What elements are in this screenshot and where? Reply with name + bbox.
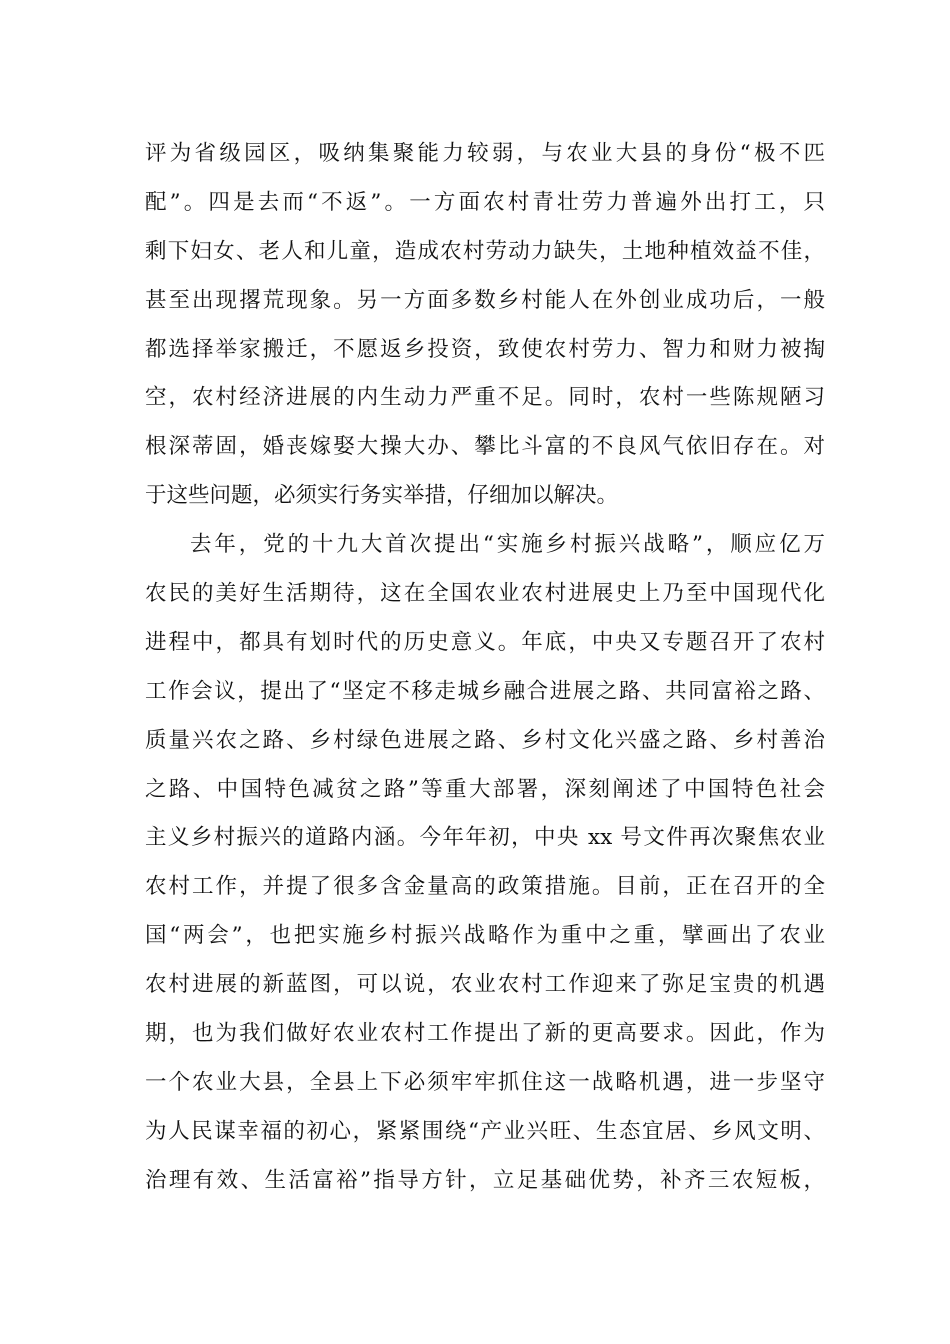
text-line: 期，也为我们做好农业农村工作提出了新的更高要求。因此，作为 [145,1021,825,1047]
text-line: 之路、中国特色减贫之路”等重大部署，深刻阐述了中国特色社会 [145,776,825,802]
text-line: 治理有效、生活富裕”指导方针，立足基础优势，补齐三农短板， [145,1167,825,1193]
text-line: 主义乡村振兴的道路内涵。今年年初，中央 xx 号文件再次聚焦农业 [145,825,825,851]
text-line: 质量兴农之路、乡村绿色进展之路、乡村文化兴盛之路、乡村善治 [145,727,825,753]
body-text [145,130,825,1206]
text-line: 国“两会”，也把实施乡村振兴战略作为重中之重，擘画出了农业 [145,923,825,949]
text-line: 评为省级园区，吸纳集聚能力较弱，与农业大县的身份“极不匹 [145,141,825,166]
text-line: 农村工作，并提了很多含金量高的政策措施。目前，正在召开的全 [145,874,825,900]
text-line: 农民的美好生活期待，这在全国农业农村进展史上乃至中国现代化 [145,581,825,607]
text-line: 一个农业大县，全县上下必须牢牢抓住这一战略机遇，进一步坚守 [145,1069,825,1095]
text-line: 空，农村经济进展的内生动力严重不足。同时，农村一些陈规陋习 [145,385,825,411]
text-line: 进程中，都具有划时代的历史意义。年底，中央又专题召开了农村 [145,629,825,655]
text-line: 工作会议，提出了“坚定不移走城乡融合进展之路、共同富裕之路、 [145,678,825,704]
text-line: 于这些问题，必须实行务实举措，仔细加以解决。 [145,483,619,509]
text-line: 都选择举家搬迁，不愿返乡投资，致使农村劳力、智力和财力被掏 [145,336,825,362]
text-line: 甚至出现撂荒现象。另一方面多数乡村能人在外创业成功后，一般 [145,287,825,313]
paragraph-first-line: 去年，党的十九大首次提出“实施乡村振兴战略”，顺应亿万 [190,532,825,558]
text-line: 农村进展的新蓝图，可以说，农业农村工作迎来了弥足宝贵的机遇 [145,972,825,998]
text-line: 根深蒂固，婚丧嫁娶大操大办、攀比斗富的不良风气依旧存在。对 [145,434,825,460]
text-line: 剩下妇女、老人和儿童，造成农村劳动力缺失，土地种植效益不佳， [145,238,825,264]
text-line: 为人民谋幸福的初心，紧紧围绕“产业兴旺、生态宜居、乡风文明、 [145,1118,825,1144]
text-line: 配”。四是去而“不返”。一方面农村青壮劳力普遍外出打工，只 [145,189,825,215]
